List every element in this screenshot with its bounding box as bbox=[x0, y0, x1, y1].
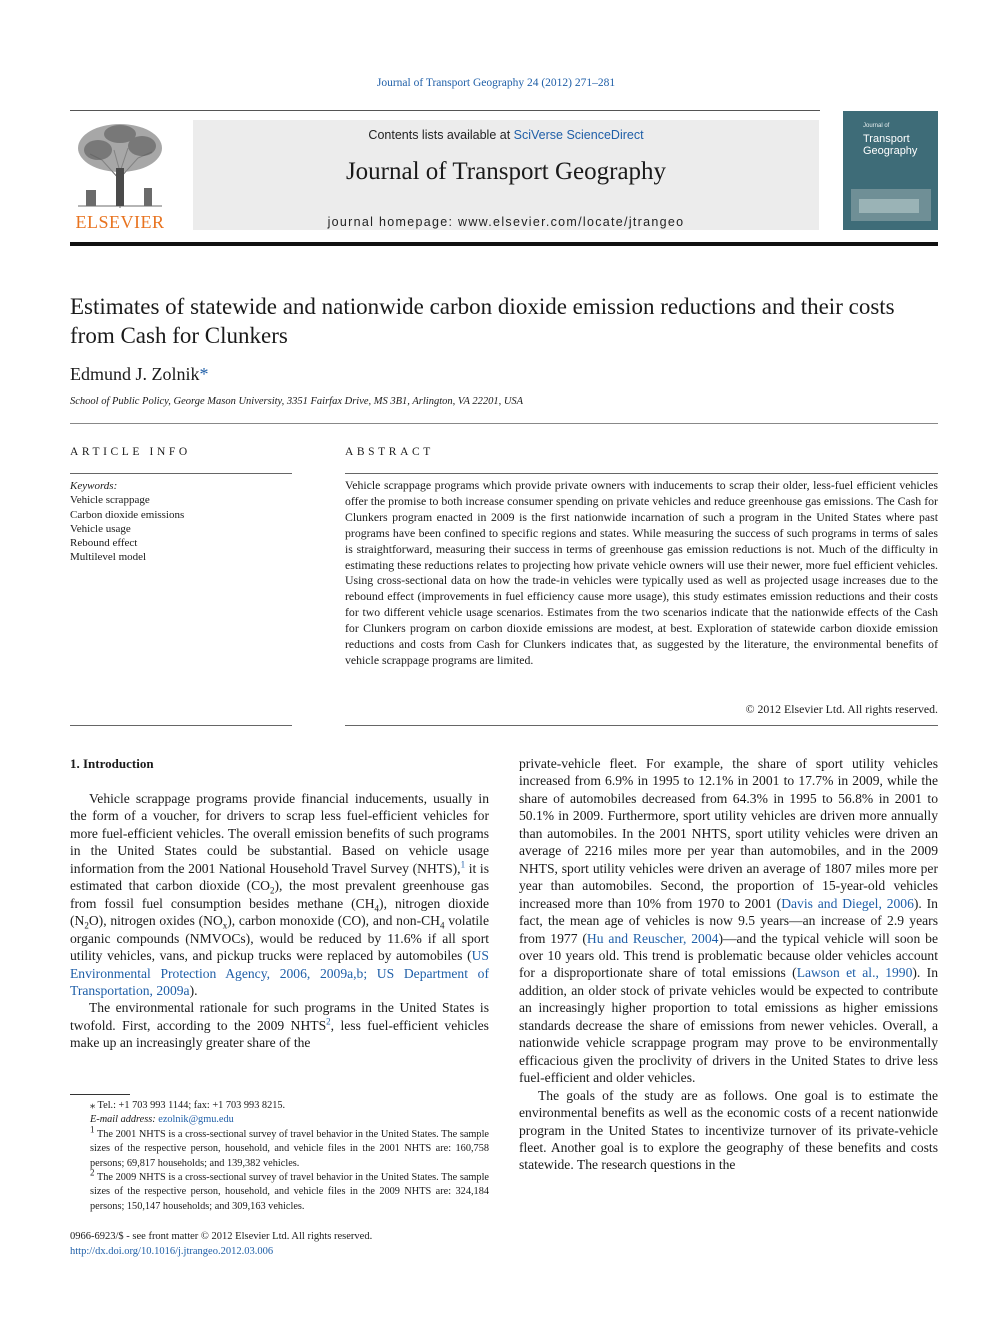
keyword-item: Vehicle usage bbox=[70, 522, 131, 535]
reference-link[interactable]: Davis and Diegel, 2006 bbox=[781, 895, 914, 911]
author-email-line: E-mail address: ezolnik@gmu.edu bbox=[90, 1114, 234, 1126]
reference-link[interactable]: Hu and Reuscher, 2004 bbox=[586, 930, 719, 946]
footnotes-block bbox=[70, 1099, 489, 1214]
author-footnote-link[interactable]: * bbox=[199, 364, 209, 384]
author-contact: ⁎ Tel.: +1 703 993 1144; fax: +1 703 993 8215. bbox=[90, 1100, 286, 1111]
journal-citation[interactable]: Journal of Transport Geography 24 (2012) 271–281 bbox=[376, 77, 616, 89]
keyword-item: Carbon dioxide emissions bbox=[70, 508, 185, 521]
abstract-heading: ABSTRACT bbox=[345, 446, 434, 458]
footnote-rule bbox=[70, 1094, 130, 1095]
affiliation-rule bbox=[70, 423, 938, 424]
footnote-1-link[interactable]: 1 bbox=[460, 859, 466, 870]
abstract-rule bbox=[345, 473, 938, 474]
intro-paragraph-1: Vehicle scrappage programs provide financial inducements, usually in the form of a voucher, for drivers to scrap less fuel-efficient vehicles for more fuel-efficient vehicles. The overall emission benefits of such programs in the United States could be substantial. Based on vehicle usage information from the 2001 National Household Travel Survey (NHTS),$^1$ it is estimated that carbon dioxide $(CO_2)$, the most prevalent greenhouse gas from fossil fuel consumption besides methane $(CH_4)$, nitrogen dioxide $(N_2O)$, nitrogen oxides $(NO_x)$, carbon monoxide (CO), and non-$CH_4$ volatile organic compounds (NMVOCs), would be reduced by 11.6% if all sport utility vehicles, vans, and pickup trucks were replaced by automobiles (US Environmental Protection Agency, 2006, 2009a,b; US Department of Transportation, 2009a). bbox=[70, 791, 489, 998]
header-thick-rule bbox=[70, 242, 938, 246]
keywords-block bbox=[70, 479, 292, 565]
article-info-heading: ARTICLE INFO bbox=[70, 446, 191, 458]
intro-paragraph-2: The environmental rationale for such programs in the United States is twofold. First, according to the 2009 NHTS$^2$, less fuel-efficient vehicles make up an increasingly greater share of the bbox=[70, 1000, 489, 1051]
cover-photo bbox=[851, 189, 931, 221]
article-info-bottom-rule bbox=[70, 725, 292, 726]
contents-prefix: Contents lists available at bbox=[368, 128, 514, 142]
abstract-bottom-rule bbox=[345, 725, 938, 726]
issn-line: 0966-6923/$ - see front matter © 2012 Elsevier Ltd. All rights reserved. bbox=[70, 1231, 373, 1242]
contents-line bbox=[193, 128, 819, 142]
keyword-item: Rebound effect bbox=[70, 537, 138, 550]
keywords-label: Keywords: bbox=[70, 480, 118, 492]
author-email-link[interactable]: ezolnik@gmu.edu bbox=[158, 1114, 234, 1126]
keyword-item: Vehicle scrappage bbox=[70, 494, 150, 507]
footnote-2: $^2$ The 2009 NHTS is a cross-sectional survey of travel behavior in the United States. The sample sizes of the respective person, household, and vehicle files in the 2009 NHTS are: 324,184 persons; 150,147 households; and 309,163 vehicles. bbox=[90, 1167, 490, 1212]
footnote-2-link[interactable]: 2 bbox=[326, 1016, 331, 1027]
footnote-1: $^1$ The 2001 NHTS is a cross-sectional survey of travel behavior in the United States. The sample sizes of the respective person, household, and vehicle files in the 2001 NHTS are: 160,758 persons; 69,817 households; and 139,382 vehicles. bbox=[90, 1124, 490, 1169]
author-affiliation: School of Public Policy, George Mason University, 3351 Fairfax Drive, MS 3B1, Arlington, VA 22201, USA bbox=[70, 396, 524, 407]
journal-cover-image bbox=[843, 111, 938, 230]
author-footnote-mark: ⁎ bbox=[90, 1100, 96, 1111]
article-title: Estimates of statewide and nationwide carbon dioxide emission reductions and their costs from Cash for Clunkers bbox=[70, 294, 895, 348]
intro-paragraph-goals: The goals of the study are as follows. One goal is to estimate the environmental benefits as well as the economic costs of a recent nationwide program in the United States to incentivize turnover of its private-vehicle fleet. Another goal is to explore the geography of these benefits and costs statewide. The research questions in the bbox=[519, 1087, 938, 1173]
elsevier-wordmark: ELSEVIER bbox=[75, 212, 165, 232]
article-info-rule bbox=[70, 473, 292, 474]
reference-link[interactable]: Lawson et al., 1990 bbox=[796, 965, 913, 981]
journal-homepage[interactable]: journal homepage: www.elsevier.com/locate/jtrangeo bbox=[327, 215, 685, 229]
journal-masthead bbox=[193, 120, 819, 230]
reference-link[interactable]: US Environmental Protection Agency, 2006, 2009a,b; US Department of Transportation, 2009a bbox=[70, 948, 489, 998]
author-name: Edmund J. Zolnik bbox=[70, 364, 200, 384]
author-line bbox=[70, 364, 209, 385]
abstract-copyright: © 2012 Elsevier Ltd. All rights reserved. bbox=[745, 702, 938, 716]
cover-title: Transport Geography bbox=[863, 133, 918, 157]
section-heading-introduction: 1. Introduction bbox=[70, 756, 154, 771]
body-column-right bbox=[519, 755, 938, 1174]
keyword-item: Multilevel model bbox=[70, 551, 147, 564]
front-matter-footer bbox=[70, 1230, 489, 1259]
abstract-text: Vehicle scrappage programs which provide private owners with inducements to scrap their older, less-fuel efficient vehicles offer the promise to both increase consumer spending on private vehicles and reduce greenhouse gas emissions. The Cash for Clunkers program enacted in 2009 is the first nationwide incarnation of such a program in the United States where past programs have been confined to specific regions and states. While measuring the success of such programs in terms of sales is straightforward, measuring their success in terms of greenhouse gas emission reductions is not. Much of the difficulty in estimating these reductions relates to projecting how private vehicle owners will use their newer, more fuel efficient vehicles. Using cross-sectional data on how the trade-in vehicles were typically used as well as projected usage increases due to the rebound effect (improvements in fuel efficiency cause more usage), this study estimates emission reductions and their costs for two different vehicle usage scenarios. Estimates from the two scenarios indicate that the nationwide effects of the Cash for Clunkers program on carbon dioxide emissions are modest, at best. Exploration of statewide carbon dioxide emission reductions and costs from Cash for Clunkers indicates that, as suggested by the literature, the environmental benefits of vehicle scrappage programs are limited. bbox=[345, 478, 938, 667]
body-column-left bbox=[70, 790, 489, 1052]
intro-paragraph-continued: private-vehicle fleet. For example, the share of sport utility vehicles increased from 6.9% in 1995 to 12.1% in 2001 to 17.7% in 2009, while the share of automobiles decreased from 64.3% in 1995 to 56.8% in 2001 to 50.1% in 2009. Furthermore, sport utility vehicles are driven more annually than automobiles. In the 2001 NHTS, sport utility vehicles were driven an average of 2216 miles more per year than automobiles, and in the 2009 NHTS, sport utility vehicles were driven an average of 1807 miles more per year than automobiles. Second, the proportion of 15-year-old vehicles increased more than 10% from 1970 to 2001 (Davis and Diegel, 2006). In fact, the mean age of vehicles is now 9.5 years—an increase of 2.9 years from 1977 (Hu and Reuscher, 2004)—and the typical vehicle will soon be over 10 years old. This trend is problematic because older vehicles account for a disproportionate share of total emissions (Lawson et al., 1990). In addition, an older stock of private vehicles would be expected to contribute an increasingly higher proportion to total emissions as higher emissions standards decrease the share of emissions from newer vehicles. Overall, a nationwide vehicle scrappage program may prove to be environmentally efficacious given the proclivity of drivers in the United States to drive less fuel-efficient and older vehicles. bbox=[519, 756, 938, 1086]
doi-link[interactable]: http://dx.doi.org/10.1016/j.jtrangeo.2012.03.006 bbox=[70, 1245, 274, 1257]
header-rule bbox=[70, 110, 820, 111]
journal-name: Journal of Transport Geography bbox=[345, 158, 667, 185]
sciverse-link[interactable]: SciVerse ScienceDirect bbox=[513, 128, 644, 142]
cover-small-text: Journal of bbox=[863, 123, 890, 129]
